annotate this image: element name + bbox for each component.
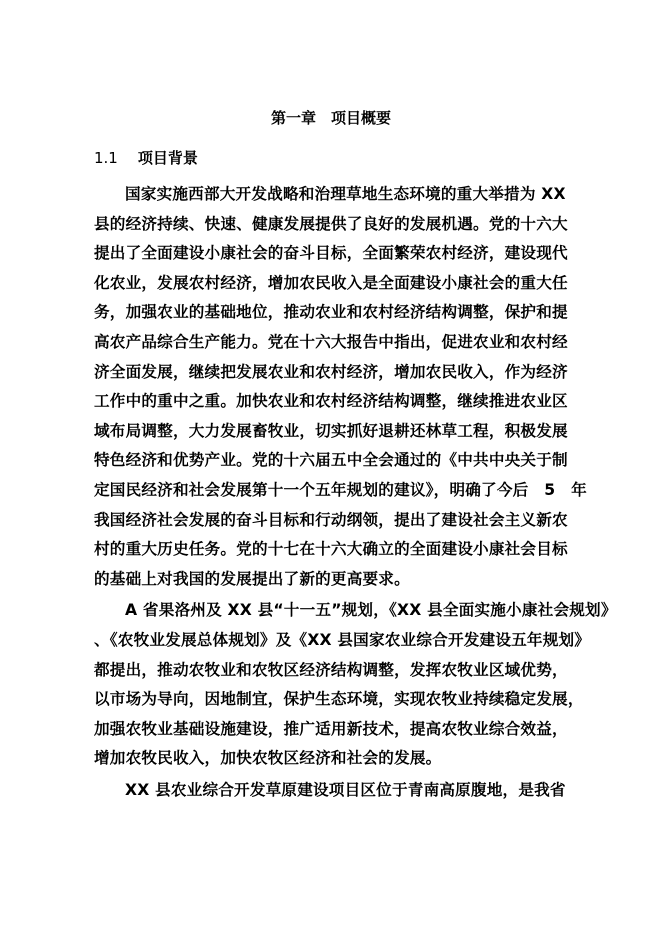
paragraph-line: 工作中的重中之重。加快农业和农村经济结构调整，继续推进农业区 — [94, 392, 568, 411]
paragraph-line: 提出了全面建设小康社会的奋斗目标，全面繁荣农村经济，建设现代 — [94, 244, 568, 263]
paragraph-line: 济全面发展，继续把发展农业和农村经济，增加农民收入，作为经济 — [94, 362, 568, 381]
paragraph-line: A 省果洛州及 XX 县“十一五”规划，《XX 县全面实施小康社会规划》 — [125, 601, 617, 620]
section-number: 1.1 — [94, 149, 118, 167]
paragraph-line: 的基础上对我国的发展提出了新的更高要求。 — [94, 569, 410, 588]
paragraph-line: 村的重大历史任务。党的十七在十六大确立的全面建设小康社会目标 — [94, 540, 568, 559]
paragraph-line: 特色经济和优势产业。党的十六届五中全会通过的《中共中央关于制 — [94, 451, 568, 470]
paragraph-line: 国家实施西部大开发战略和治理草地生态环境的重大举措为 XX — [125, 185, 566, 203]
paragraph-line: 、《农牧业发展总体规划》及《XX 县国家农业综合开发建设五年规划》 — [94, 630, 591, 649]
paragraph-line: 化农业，发展农村经济，增加农民收入是全面建设小康社会的重大任 — [94, 273, 568, 292]
paragraph-line: 定国民经济和社会发展第十一个五年规划的建议》，明确了今后 5 年 — [94, 480, 587, 499]
section-heading — [94, 147, 198, 169]
paragraph-line: XX 县农业综合开发草原建设项目区位于青南高原腹地，是我省 — [125, 780, 566, 799]
paragraph-line: 县的经济持续、快速、健康发展提供了良好的发展机遇。党的十六大 — [94, 214, 568, 233]
paragraph-line: 增加农牧民收入，加快农牧区经济和社会的发展。 — [94, 749, 442, 768]
paragraph-line: 以市场为导向，因地制宜，保护生态环境，实现农牧业持续稳定发展， — [94, 690, 584, 709]
body-text — [94, 180, 617, 805]
section-title: 项目背景 — [137, 149, 198, 167]
paragraph-line: 高农产品综合生产能力。党在十六大报告中指出，促进农业和农村经 — [94, 332, 568, 351]
paragraph-line: 务，加强农业的基础地位，推动农业和农村经济结构调整，保护和提 — [94, 303, 568, 322]
paragraph-line: 都提出，推动农牧业和农牧区经济结构调整，发挥农牧业区域优势， — [94, 660, 568, 679]
paragraph-line: 加强农牧业基础设施建设，推广适用新技术，提高农牧业综合效益， — [94, 719, 568, 738]
paragraph-line: 域布局调整，大力发展畜牧业，切实抓好退耕还林草工程，积极发展 — [94, 421, 568, 440]
chapter-title: 第一章 项目概要 — [270, 109, 391, 127]
paragraph-line: 我国经济社会发展的奋斗目标和行动纲领，提出了建设社会主义新农 — [94, 510, 568, 529]
